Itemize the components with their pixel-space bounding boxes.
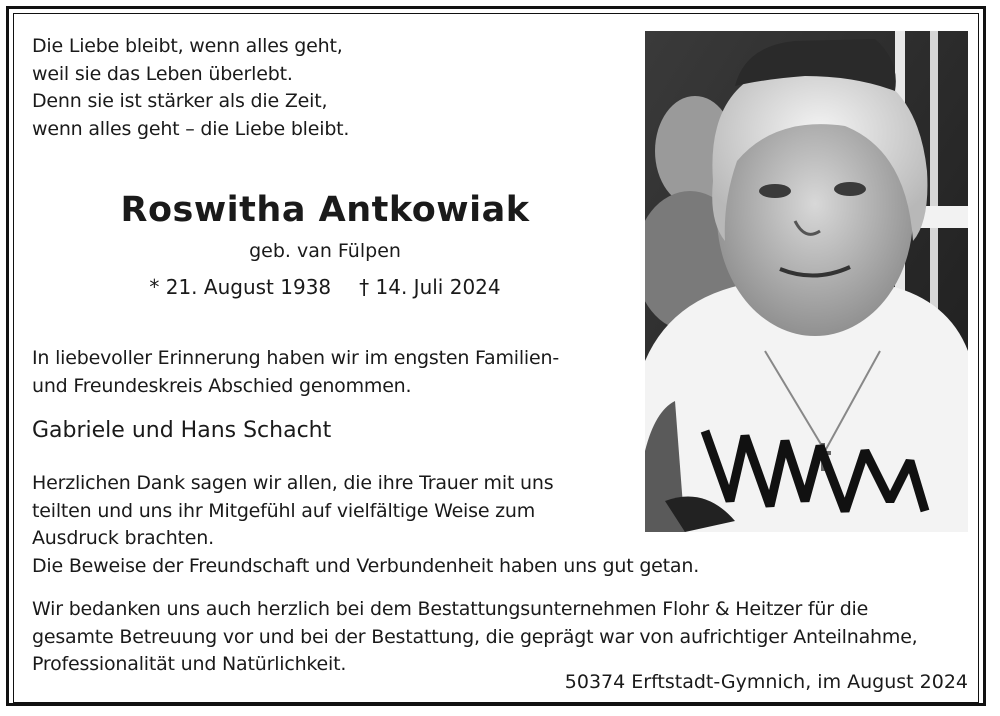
memory-line: In liebevoller Erinnerung haben wir im engsten Familien-	[32, 347, 559, 369]
poem-line: Die Liebe bleibt, wenn alles geht,	[32, 35, 343, 57]
poem	[32, 33, 349, 143]
thanks-line: Die Beweise der Freundschaft und Verbundenheit haben uns gut getan.	[32, 554, 700, 577]
memory-text	[32, 345, 559, 400]
thanks-line: Herzlichen Dank sagen wir allen, die ihre Trauer mit uns	[32, 472, 554, 494]
poem-line: weil sie das Leben überlebt.	[32, 62, 293, 85]
life-dates	[90, 275, 560, 299]
portrait-photo	[645, 31, 968, 532]
birth-date: * 21. August 1938	[149, 275, 332, 299]
undertaker-line: gesamte Betreuung vor und bei der Bestattung, die geprägt war von aufrichtiger Anteilnahme,	[32, 625, 918, 648]
place-and-date: 50374 Erftstadt-Gymnich, im August 2024	[564, 671, 968, 693]
thanks-text	[32, 470, 699, 580]
undertaker-line: Professionalität und Natürlichkeit.	[32, 653, 347, 675]
thanks-line: teilten und uns ihr Mitgefühl auf vielfältige Weise zum	[32, 499, 536, 522]
portrait-illustration	[645, 31, 968, 532]
poem-line: wenn alles geht – die Liebe bleibt.	[32, 117, 350, 140]
poem-line: Denn sie ist stärker als die Zeit,	[32, 90, 328, 112]
thanks-line: Ausdruck brachten.	[32, 527, 214, 549]
death-date: † 14. Juli 2024	[359, 275, 501, 299]
deceased-name: Roswitha Antkowiak	[120, 190, 530, 230]
family-names: Gabriele und Hans Schacht	[32, 418, 332, 443]
maiden-name: geb. van Fülpen	[249, 240, 401, 262]
undertaker-line: Wir bedanken uns auch herzlich bei dem Bestattungsunternehmen Flohr & Heitzer für die	[32, 598, 869, 620]
undertaker-thanks	[32, 596, 918, 679]
memory-line: und Freundeskreis Abschied genommen.	[32, 374, 412, 397]
